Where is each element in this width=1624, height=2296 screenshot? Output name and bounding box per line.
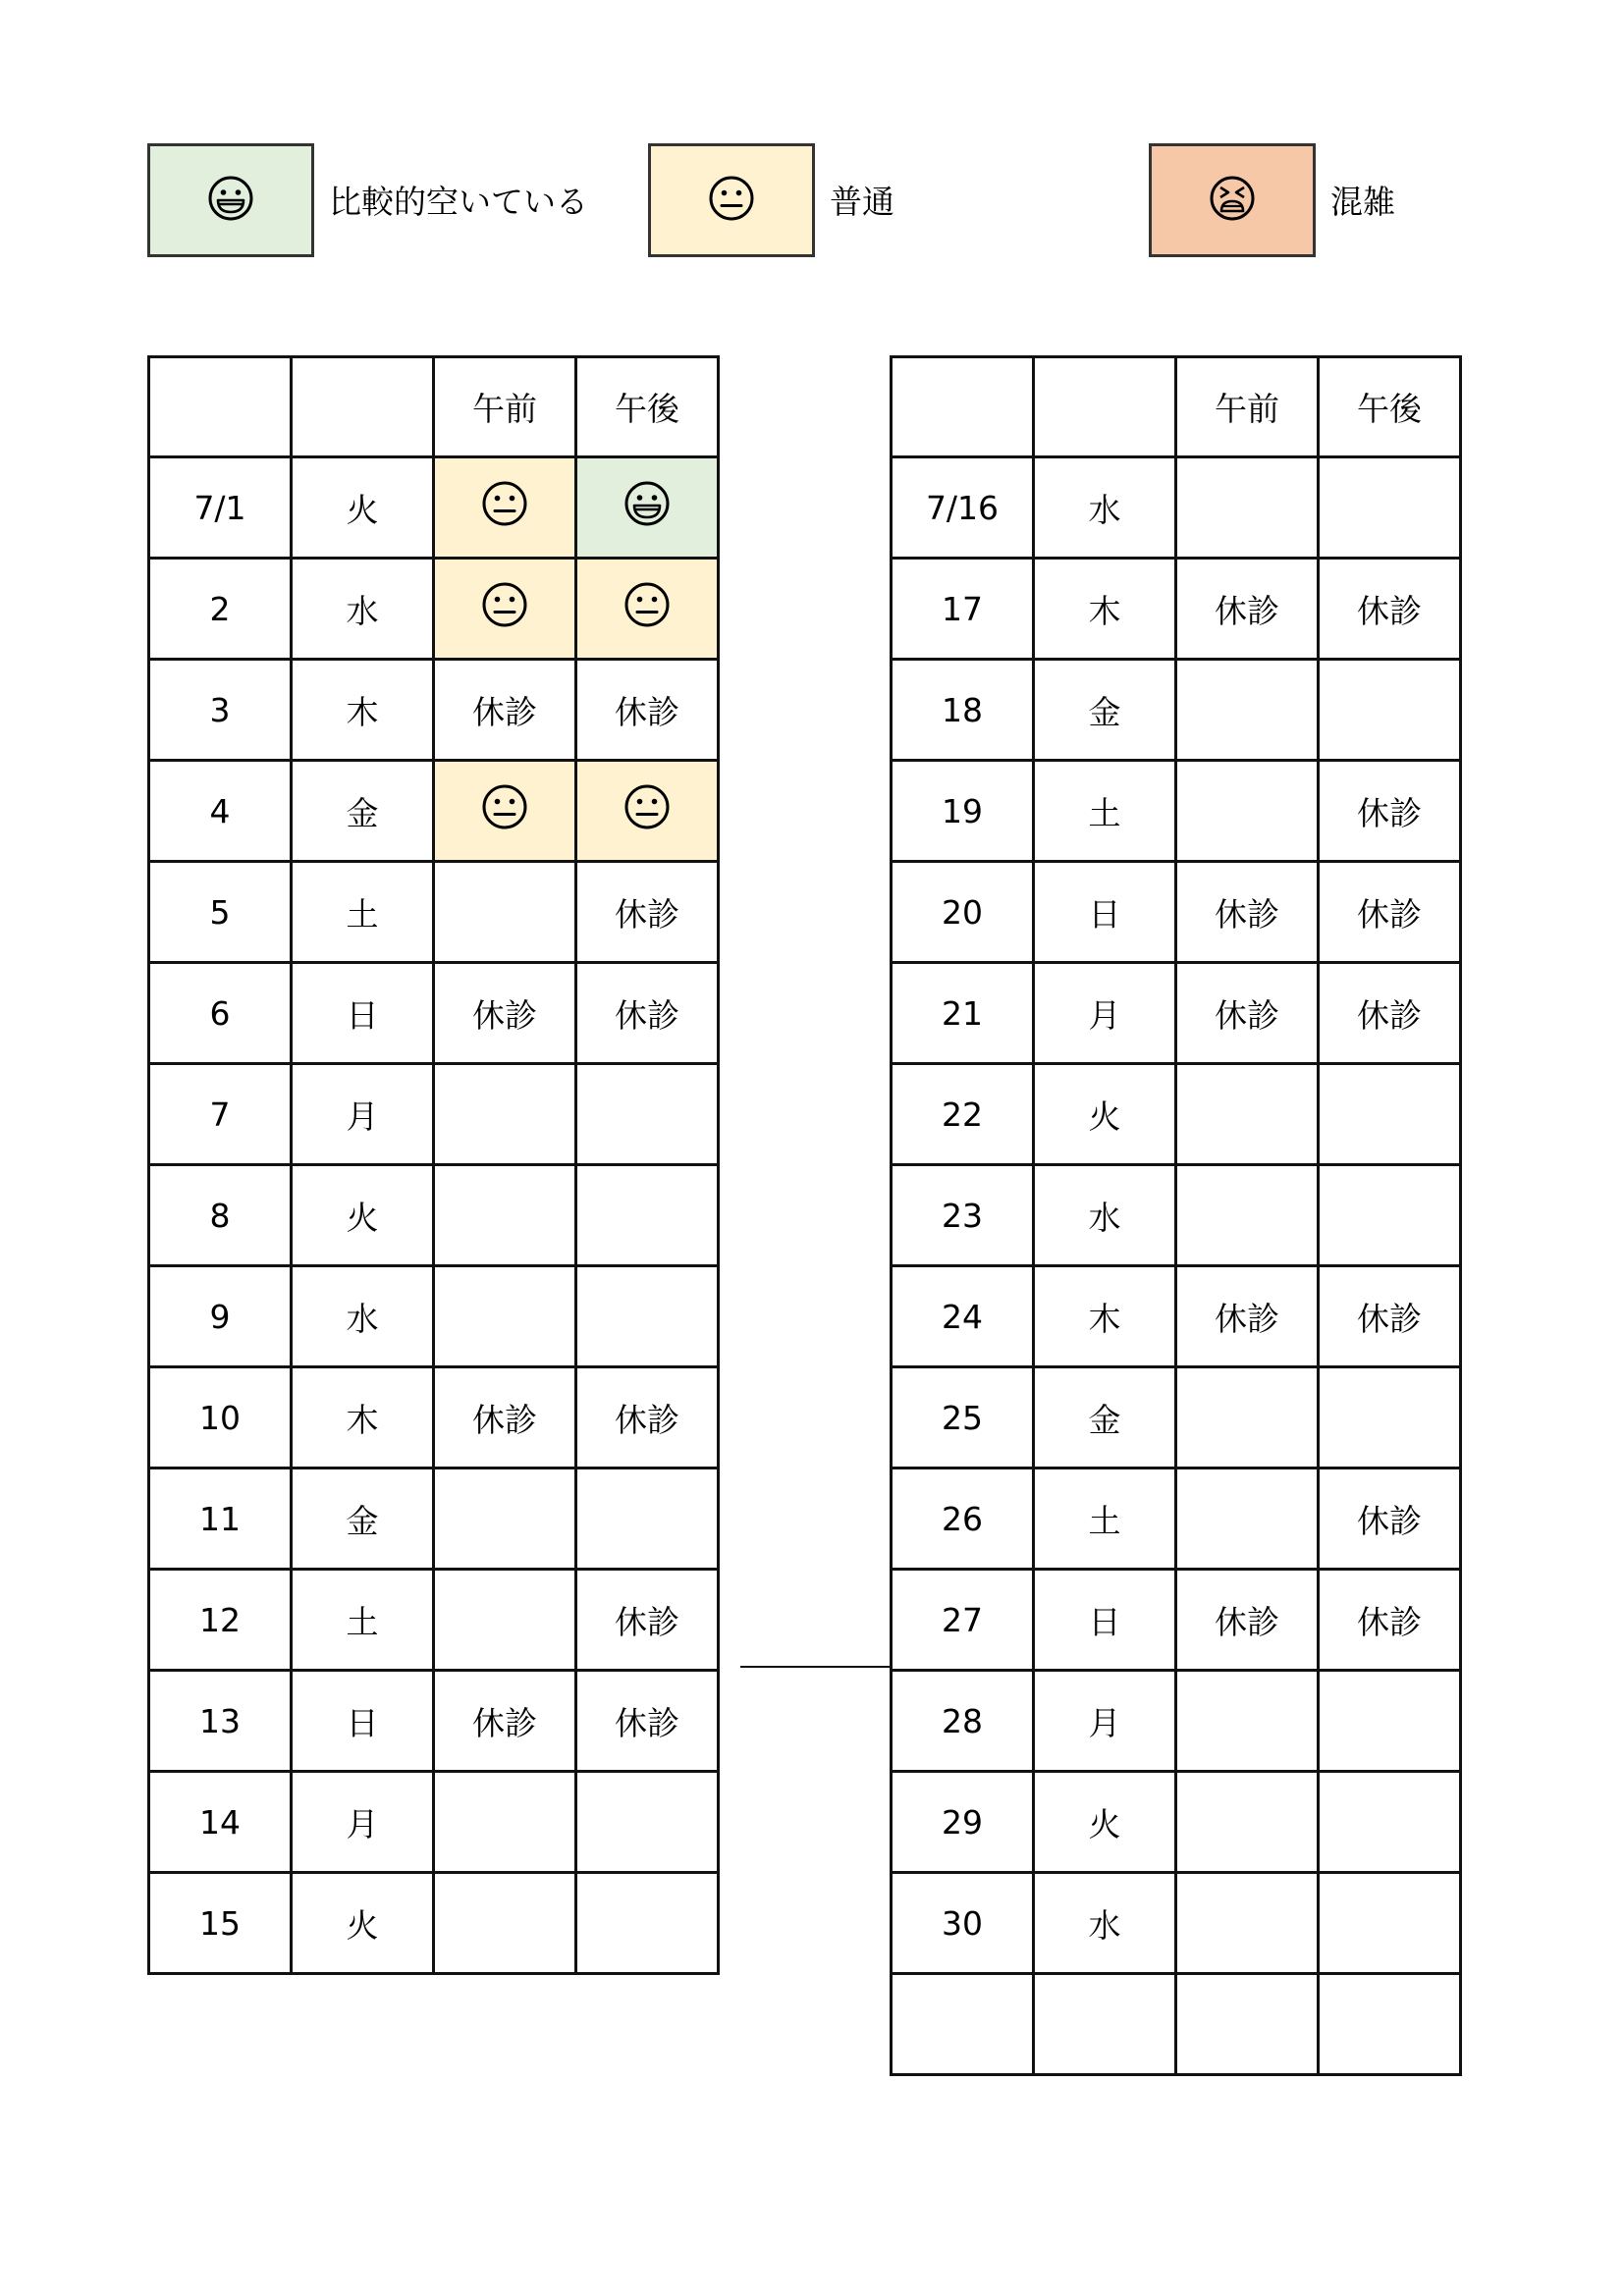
- pm-slot-cell: [576, 1570, 719, 1671]
- pm-slot-cell: [576, 1064, 719, 1165]
- table-row: [149, 862, 719, 963]
- date-cell: 2: [149, 559, 292, 660]
- table-row: [892, 862, 1461, 963]
- date-cell: 9: [149, 1266, 292, 1367]
- date-cell: 21: [892, 963, 1034, 1064]
- am-slot-cell: [1176, 1064, 1319, 1165]
- table-row: [892, 559, 1461, 660]
- date-cell: 10: [149, 1367, 292, 1468]
- pm-slot-cell: [1319, 862, 1461, 963]
- tired-face-icon: [1209, 175, 1256, 226]
- am-slot-cell: [1176, 1570, 1319, 1671]
- pm-slot-cell: [1319, 1468, 1461, 1570]
- date-cell: 28: [892, 1671, 1034, 1772]
- pm-slot-cell: [576, 1468, 719, 1570]
- table-row: [149, 1165, 719, 1266]
- date-cell: 24: [892, 1266, 1034, 1367]
- am-slot-cell: [434, 761, 576, 862]
- closed-label: 休診: [472, 995, 537, 1035]
- table-row: [892, 1974, 1461, 2075]
- table-row: [892, 963, 1461, 1064]
- header-am: 午前: [434, 357, 576, 457]
- am-slot-cell: [434, 1266, 576, 1367]
- weekday-cell: 土: [292, 862, 434, 963]
- table-row: [149, 1772, 719, 1873]
- closed-label: 休診: [615, 692, 679, 731]
- weekday-cell: 日: [1034, 862, 1176, 963]
- closed-label: 休診: [1215, 591, 1279, 630]
- pm-slot-cell: [576, 1266, 719, 1367]
- legend-swatch-busy: [1149, 143, 1316, 257]
- closed-label: 休診: [1357, 793, 1422, 832]
- date-cell: 11: [149, 1468, 292, 1570]
- closed-label: 休診: [472, 1400, 537, 1439]
- pm-slot-cell: [1319, 457, 1461, 559]
- legend-swatch-free: [147, 143, 314, 257]
- date-cell: 4: [149, 761, 292, 862]
- pm-slot-cell: [576, 963, 719, 1064]
- weekday-cell: 月: [1034, 963, 1176, 1064]
- pm-slot-cell: [576, 761, 719, 862]
- date-cell: [892, 1974, 1034, 2075]
- weekday-cell: 火: [1034, 1772, 1176, 1873]
- am-slot-cell: [434, 1671, 576, 1772]
- pm-slot-cell: [576, 1772, 719, 1873]
- pm-slot-cell: [1319, 559, 1461, 660]
- legend-label-normal: 普通: [830, 183, 894, 221]
- pm-slot-cell: [1319, 1671, 1461, 1772]
- weekday-cell: 月: [1034, 1671, 1176, 1772]
- weekday-cell: [1034, 1974, 1176, 2075]
- table-row: [149, 1468, 719, 1570]
- table-row: [892, 1468, 1461, 1570]
- am-slot-cell: [434, 1064, 576, 1165]
- date-cell: 12: [149, 1570, 292, 1671]
- smile-face-icon: [577, 480, 717, 535]
- pm-slot-cell: [1319, 1772, 1461, 1873]
- weekday-cell: 日: [292, 963, 434, 1064]
- smile-face-icon: [207, 175, 254, 226]
- table-row: [149, 1671, 719, 1772]
- am-slot-cell: [434, 559, 576, 660]
- am-slot-cell: [1176, 761, 1319, 862]
- neutral-face-icon: [577, 581, 717, 636]
- table-row: [149, 963, 719, 1064]
- table-row: [892, 1772, 1461, 1873]
- pm-slot-cell: [576, 1165, 719, 1266]
- am-slot-cell: [1176, 660, 1319, 761]
- header-pm: 午後: [1319, 357, 1461, 457]
- pm-slot-cell: [1319, 1165, 1461, 1266]
- date-cell: 7/1: [149, 457, 292, 559]
- am-slot-cell: [434, 1772, 576, 1873]
- weekday-cell: 月: [292, 1772, 434, 1873]
- pm-slot-cell: [576, 1671, 719, 1772]
- weekday-cell: 火: [1034, 1064, 1176, 1165]
- date-cell: 5: [149, 862, 292, 963]
- neutral-face-icon: [435, 783, 574, 838]
- closed-label: 休診: [1215, 1602, 1279, 1641]
- header-date-cell: [149, 357, 292, 457]
- date-cell: 3: [149, 660, 292, 761]
- weekday-cell: 月: [292, 1064, 434, 1165]
- am-slot-cell: [434, 1165, 576, 1266]
- date-cell: 19: [892, 761, 1034, 862]
- date-cell: 7/16: [892, 457, 1034, 559]
- table-connector-line: [740, 1666, 890, 1668]
- am-slot-cell: [1176, 1165, 1319, 1266]
- date-cell: 22: [892, 1064, 1034, 1165]
- am-slot-cell: [434, 963, 576, 1064]
- am-slot-cell: [1176, 1671, 1319, 1772]
- schedule-table-second-half: [890, 355, 1462, 2076]
- pm-slot-cell: [1319, 1064, 1461, 1165]
- date-cell: 6: [149, 963, 292, 1064]
- weekday-cell: 日: [292, 1671, 434, 1772]
- table-row: [892, 660, 1461, 761]
- table-row: [892, 1570, 1461, 1671]
- weekday-cell: 土: [292, 1570, 434, 1671]
- header-day-cell: [292, 357, 434, 457]
- date-cell: 30: [892, 1873, 1034, 1974]
- date-cell: 7: [149, 1064, 292, 1165]
- closed-label: 休診: [615, 995, 679, 1035]
- closed-label: 休診: [615, 1400, 679, 1439]
- closed-label: 休診: [1357, 591, 1422, 630]
- closed-label: 休診: [1357, 995, 1422, 1035]
- am-slot-cell: [434, 1367, 576, 1468]
- weekday-cell: 土: [1034, 761, 1176, 862]
- closed-label: 休診: [1215, 995, 1279, 1035]
- weekday-cell: 水: [292, 559, 434, 660]
- am-slot-cell: [434, 660, 576, 761]
- table-row: [149, 1064, 719, 1165]
- closed-label: 休診: [472, 1703, 537, 1742]
- header-day-cell: [1034, 357, 1176, 457]
- table-row: [892, 1266, 1461, 1367]
- am-slot-cell: [1176, 1367, 1319, 1468]
- pm-slot-cell: [1319, 761, 1461, 862]
- table-row: [149, 1367, 719, 1468]
- am-slot-cell: [434, 1468, 576, 1570]
- date-cell: 18: [892, 660, 1034, 761]
- am-slot-cell: [434, 1873, 576, 1974]
- weekday-cell: 水: [1034, 1873, 1176, 1974]
- weekday-cell: 土: [1034, 1468, 1176, 1570]
- header-row: [149, 357, 719, 457]
- schedule-table-first-half: [147, 355, 720, 1975]
- weekday-cell: 金: [292, 761, 434, 862]
- table-row: [149, 1266, 719, 1367]
- table-row: [149, 457, 719, 559]
- table-row: [892, 1165, 1461, 1266]
- am-slot-cell: [1176, 559, 1319, 660]
- table-row: [892, 1367, 1461, 1468]
- table-row: [149, 1570, 719, 1671]
- closed-label: 休診: [1357, 1501, 1422, 1540]
- table-row: [892, 1064, 1461, 1165]
- pm-slot-cell: [576, 660, 719, 761]
- pm-slot-cell: [1319, 1266, 1461, 1367]
- neutral-face-icon: [577, 783, 717, 838]
- pm-slot-cell: [1319, 963, 1461, 1064]
- am-slot-cell: [1176, 457, 1319, 559]
- table-row: [892, 761, 1461, 862]
- am-slot-cell: [1176, 1974, 1319, 2075]
- legend-label-busy: 混雑: [1330, 183, 1395, 221]
- weekday-cell: 金: [1034, 1367, 1176, 1468]
- closed-label: 休診: [1215, 894, 1279, 934]
- am-slot-cell: [1176, 862, 1319, 963]
- closed-label: 休診: [615, 1703, 679, 1742]
- weekday-cell: 水: [1034, 1165, 1176, 1266]
- date-cell: 23: [892, 1165, 1034, 1266]
- am-slot-cell: [1176, 1266, 1319, 1367]
- neutral-face-icon: [435, 480, 574, 535]
- date-cell: 8: [149, 1165, 292, 1266]
- weekday-cell: 水: [1034, 457, 1176, 559]
- header-date-cell: [892, 357, 1034, 457]
- weekday-cell: 木: [1034, 559, 1176, 660]
- pm-slot-cell: [1319, 1873, 1461, 1974]
- date-cell: 26: [892, 1468, 1034, 1570]
- weekday-cell: 日: [1034, 1570, 1176, 1671]
- closed-label: 休診: [472, 692, 537, 731]
- neutral-face-icon: [435, 581, 574, 636]
- header-am: 午前: [1176, 357, 1319, 457]
- am-slot-cell: [1176, 963, 1319, 1064]
- pm-slot-cell: [1319, 1367, 1461, 1468]
- weekday-cell: 水: [292, 1266, 434, 1367]
- am-slot-cell: [1176, 1873, 1319, 1974]
- closed-label: 休診: [1357, 1299, 1422, 1338]
- date-cell: 15: [149, 1873, 292, 1974]
- closed-label: 休診: [615, 894, 679, 934]
- date-cell: 29: [892, 1772, 1034, 1873]
- header-row: [892, 357, 1461, 457]
- table-row: [892, 1873, 1461, 1974]
- pm-slot-cell: [576, 457, 719, 559]
- pm-slot-cell: [576, 559, 719, 660]
- table-row: [149, 761, 719, 862]
- weekday-cell: 金: [1034, 660, 1176, 761]
- pm-slot-cell: [576, 862, 719, 963]
- weekday-cell: 木: [292, 1367, 434, 1468]
- pm-slot-cell: [1319, 660, 1461, 761]
- header-pm: 午後: [576, 357, 719, 457]
- date-cell: 20: [892, 862, 1034, 963]
- pm-slot-cell: [1319, 1570, 1461, 1671]
- neutral-face-icon: [708, 175, 755, 226]
- weekday-cell: 金: [292, 1468, 434, 1570]
- pm-slot-cell: [1319, 1974, 1461, 2075]
- legend-swatch-normal: [648, 143, 815, 257]
- am-slot-cell: [434, 457, 576, 559]
- closed-label: 休診: [1357, 1602, 1422, 1641]
- weekday-cell: 木: [1034, 1266, 1176, 1367]
- weekday-cell: 火: [292, 1873, 434, 1974]
- closed-label: 休診: [1357, 894, 1422, 934]
- table-row: [892, 457, 1461, 559]
- closed-label: 休診: [1215, 1299, 1279, 1338]
- table-row: [149, 660, 719, 761]
- legend-label-free: 比較的空いている: [329, 183, 588, 221]
- am-slot-cell: [1176, 1468, 1319, 1570]
- am-slot-cell: [1176, 1772, 1319, 1873]
- table-row: [149, 559, 719, 660]
- pm-slot-cell: [576, 1873, 719, 1974]
- table-row: [149, 1873, 719, 1974]
- date-cell: 27: [892, 1570, 1034, 1671]
- am-slot-cell: [434, 862, 576, 963]
- weekday-cell: 火: [292, 1165, 434, 1266]
- date-cell: 17: [892, 559, 1034, 660]
- date-cell: 13: [149, 1671, 292, 1772]
- date-cell: 14: [149, 1772, 292, 1873]
- date-cell: 25: [892, 1367, 1034, 1468]
- weekday-cell: 火: [292, 457, 434, 559]
- am-slot-cell: [434, 1570, 576, 1671]
- pm-slot-cell: [576, 1367, 719, 1468]
- table-row: [892, 1671, 1461, 1772]
- weekday-cell: 木: [292, 660, 434, 761]
- closed-label: 休診: [615, 1602, 679, 1641]
